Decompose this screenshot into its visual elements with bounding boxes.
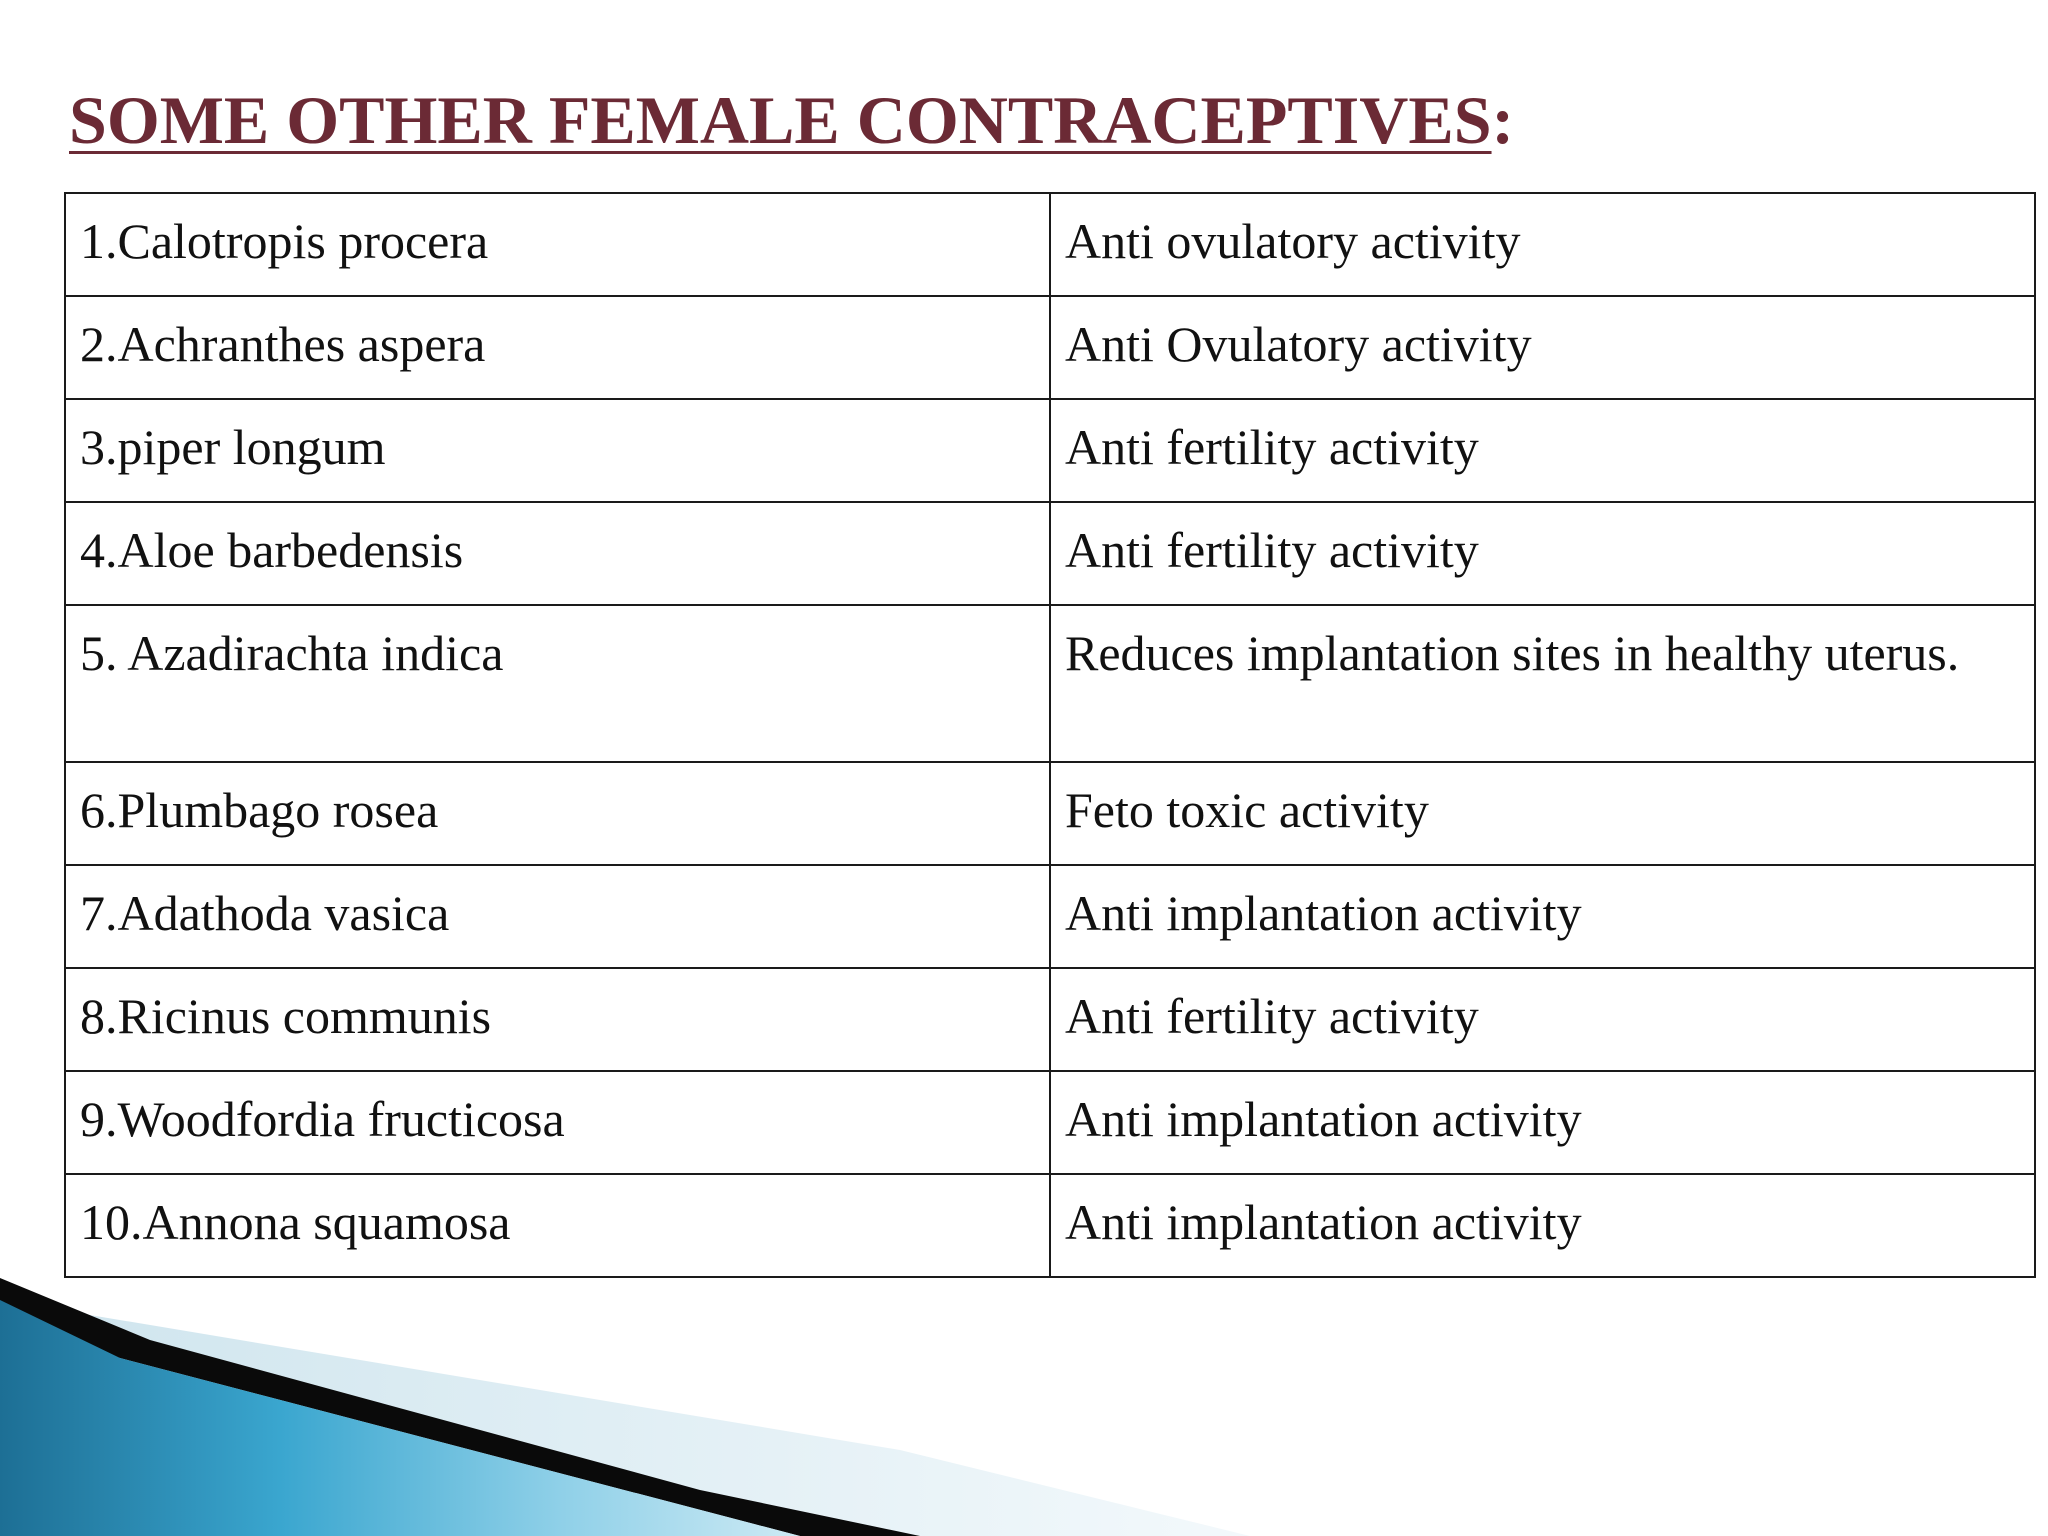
plant-cell: 1.Calotropis procera (65, 193, 1050, 296)
activity-cell: Anti fertility activity (1050, 968, 2035, 1071)
activity-cell: Reduces implantation sites in healthy uterus. (1050, 605, 2035, 762)
activity-cell: Anti implantation activity (1050, 1174, 2035, 1277)
slide-title (69, 82, 1514, 158)
table-row (65, 968, 2035, 1071)
plant-cell: 7.Adathoda vasica (65, 865, 1050, 968)
table-row (65, 399, 2035, 502)
plant-cell: 9.Woodfordia fructicosa (65, 1071, 1050, 1174)
slide-title-text: SOME OTHER FEMALE CONTRACEPTIVES (69, 82, 1492, 158)
table-row (65, 296, 2035, 399)
activity-cell: Anti implantation activity (1050, 1071, 2035, 1174)
activity-cell: Feto toxic activity (1050, 762, 2035, 865)
activity-cell: Anti implantation activity (1050, 865, 2035, 968)
plant-cell: 4.Aloe barbedensis (65, 502, 1050, 605)
plant-cell: 3.piper longum (65, 399, 1050, 502)
activity-cell: Anti ovulatory activity (1050, 193, 2035, 296)
table-row (65, 1071, 2035, 1174)
slide-title-colon: : (1491, 82, 1515, 158)
table-row (65, 605, 2035, 762)
corner-swoosh-decoration (0, 1240, 2048, 1536)
activity-cell: Anti fertility activity (1050, 502, 2035, 605)
table-row (65, 762, 2035, 865)
table-row (65, 502, 2035, 605)
plant-cell: 2.Achranthes aspera (65, 296, 1050, 399)
plant-cell: 8.Ricinus communis (65, 968, 1050, 1071)
activity-cell: Anti fertility activity (1050, 399, 2035, 502)
activity-cell: Anti Ovulatory activity (1050, 296, 2035, 399)
table-row (65, 865, 2035, 968)
plant-cell: 6.Plumbago rosea (65, 762, 1050, 865)
plant-cell: 10.Annona squamosa (65, 1174, 1050, 1277)
table-row (65, 193, 2035, 296)
contraceptives-table (64, 192, 2036, 1278)
plant-cell: 5. Azadirachta indica (65, 605, 1050, 762)
table-row (65, 1174, 2035, 1277)
